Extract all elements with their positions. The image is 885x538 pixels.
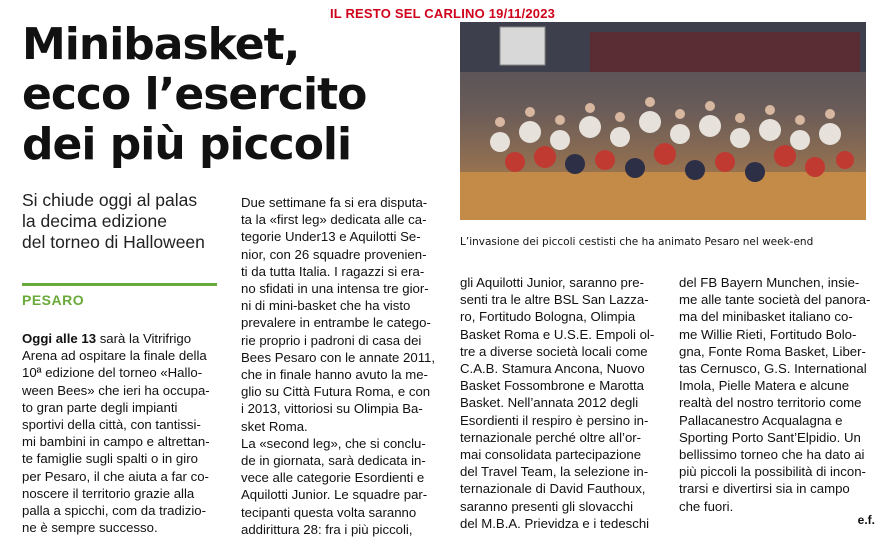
text-line: realtà del nostro territorio come [679, 395, 862, 411]
text-line: no sfidati in una intensa tre gior- [241, 281, 429, 297]
text-line: glio su Città Futura Roma, e con [241, 384, 431, 400]
text-line: trarsi e divertirsi sia in campo [679, 481, 850, 497]
text-line: La «second leg», che si conclu- [241, 435, 426, 451]
text-line: de in giornata, sarà dedicata in- [241, 453, 426, 469]
text-line: Pallacanestro Acqualagna e [679, 412, 843, 428]
text-line: bellissimo torneo che ha dato ai [679, 447, 865, 463]
headline-line: Minibasket, [22, 19, 300, 70]
text-line: saranno presenti gli slovacchi [460, 498, 633, 514]
text-line: Due settimane fa si era disputa- [241, 195, 428, 210]
subtitle-line: la decima edizione [22, 211, 167, 231]
text-line: gli Aquilotti Junior, saranno pre- [460, 275, 644, 290]
text-line: tegorie Under13 e Aquilotti Se- [241, 229, 421, 245]
text-line: te famiglie sugli spalti o in giro [22, 451, 198, 467]
team-photo-illustration [460, 22, 866, 220]
text-line: tas Cernusco, G.S. International [679, 361, 867, 377]
article-photo [460, 22, 866, 220]
article-column-4 [679, 274, 875, 515]
text-line: per Pesaro, il che aiuta a far co- [22, 468, 209, 484]
text-line: nior, con 26 squadre provenien- [241, 246, 427, 262]
lead-phrase: Oggi alle 13 [22, 331, 97, 346]
text-line: sportivi della città, con tantissi- [22, 417, 201, 433]
photo-caption: L’invasione dei piccoli cestisti che ha animato Pesaro nel week-end [460, 236, 814, 248]
text-line: del M.B.A. Prievidza e i tedeschi [460, 515, 650, 531]
text-line: tre a diverse società locali come [460, 343, 648, 359]
text-line: me alle tante società del panora- [679, 292, 871, 308]
subtitle-line: del torneo di Halloween [22, 232, 205, 252]
text-line: i 2013, vittoriosi su Olimpia Ba- [241, 401, 423, 417]
text-line: palla a spicchi, com da tradizio- [22, 503, 206, 519]
article-headline [22, 20, 452, 170]
headline-line: ecco l’esercito [22, 69, 367, 120]
text-line: Arena ad ospitare la finale della [22, 348, 207, 364]
text-line: ta la «first leg» dedicata alle ca- [241, 212, 427, 228]
text-line: Aquilotti Junior. Le squadre par- [241, 487, 428, 503]
text-line: sket Roma. [241, 418, 308, 434]
text-line: mai consolidata partecipazione [460, 447, 642, 463]
text-line: ro, Fortitudo Bologna, Olimpia [460, 309, 636, 325]
text-line: ne è sempre successo. [22, 520, 158, 536]
text-line: ternazionale di David Fauthoux, [460, 481, 646, 497]
text-line: mi bambini in campo e altrettan- [22, 434, 210, 450]
article-column-1 [22, 330, 217, 536]
text-line: Basket Fossombrone e Marotta [460, 378, 644, 394]
text-fragment: sarà la Vitrifrigo [96, 331, 192, 346]
text-line: Sporting Porto Sant’Elpidio. Un [679, 429, 861, 445]
text-line: Imola, Pielle Matera e alcune [679, 378, 850, 394]
text-line: addirittura 28: fra i più piccoli, [241, 521, 413, 537]
article-column-3 [460, 274, 660, 532]
text-line: 10ª edizione del torneo «Hallo- [22, 365, 203, 381]
text-line: gna, Fonte Roma Basket, Liber- [679, 343, 866, 359]
text-line: vece alle categorie Esordienti e [241, 470, 425, 486]
text-line: Bees Pesaro con le annate 2011, [241, 349, 436, 365]
text-line: del Travel Team, la selezione in- [460, 464, 649, 480]
text-line: prevalere in entrambe le catego- [241, 315, 431, 331]
text-line: senti tra le altre BSL San Lazza- [460, 292, 649, 308]
text-line: noscere il territorio grazie alla [22, 485, 195, 501]
text-line: che in finale hanno avuto la me- [241, 367, 428, 383]
text-line: tecipanti questa volta saranno [241, 504, 417, 520]
section-label: PESARO [22, 292, 85, 308]
text-line: ween Bees» che ieri ha occupa- [22, 382, 210, 398]
text-line: ti da tutta Italia. I ragazzi si era- [241, 263, 425, 279]
text-line: Basket Roma e U.S.E. Empoli ol- [460, 326, 655, 342]
author-signature: e.f. [857, 513, 875, 527]
text-line: ma del minibasket italiano co- [679, 309, 853, 325]
text-line: ni di mini-basket che ha visto [241, 298, 411, 314]
newspaper-masthead: IL RESTO SEL CARLINO 19/11/2023 [329, 6, 556, 21]
text-line: Basket. Nell’annata 2012 degli [460, 395, 639, 411]
subtitle-line: Si chiude oggi al palas [22, 190, 198, 210]
text-line: Esordienti il respiro è persino in- [460, 412, 649, 428]
article-column-2 [241, 194, 441, 538]
text-line: del FB Bayern Munchen, insie- [679, 275, 860, 290]
text-line: rie proprio i padroni di casa dei [241, 332, 422, 348]
text-line: ternazionale perché oltre all’or- [460, 429, 642, 445]
text-line: C.A.B. Stamura Ancona, Nuovo [460, 361, 645, 377]
text-line: me Willie Rieti, Fortitudo Bolo- [679, 326, 857, 342]
article-subtitle [22, 190, 232, 253]
text-line: che fuori. [679, 498, 734, 514]
text-line [22, 330, 217, 347]
text-line: to gran parte degli impianti [22, 399, 178, 415]
headline-line: dei più piccoli [22, 119, 352, 170]
text-line: più piccoli la possibilità di incon- [679, 464, 866, 480]
section-divider [22, 283, 217, 286]
